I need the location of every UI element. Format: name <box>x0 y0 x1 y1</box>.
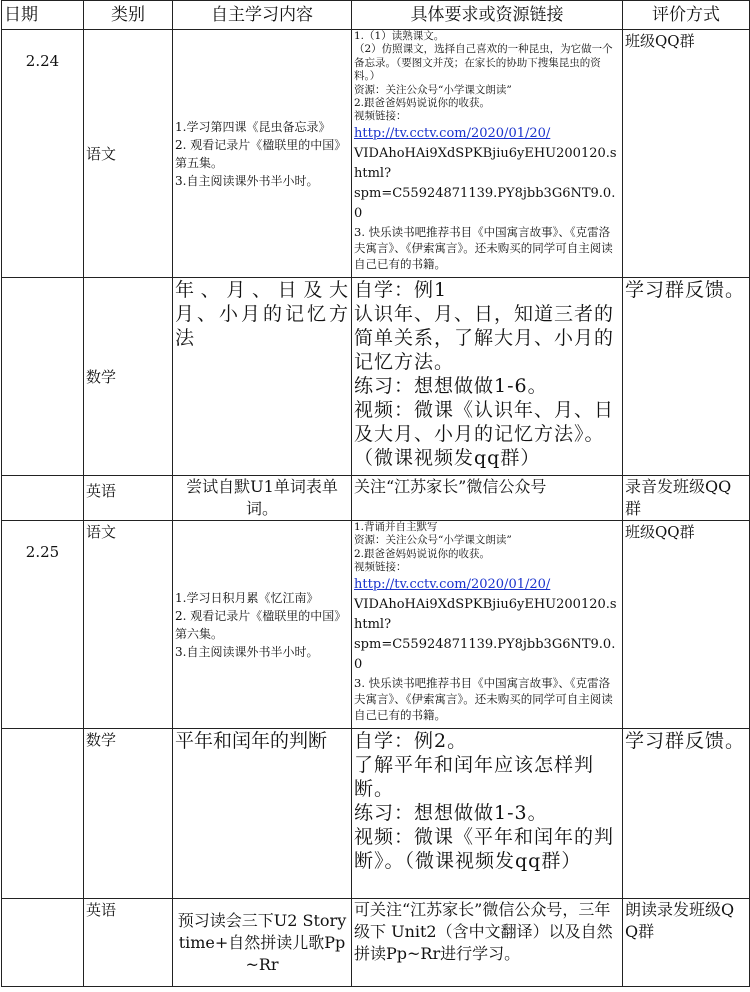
date-cell <box>2 899 84 987</box>
date-cell <box>2 729 84 899</box>
content-cell: 年、月、日及大月、小月的记忆方法 <box>173 278 352 476</box>
table-row <box>2 278 750 476</box>
requirements-cell: 关注“江苏家长”微信公众号 <box>352 476 623 521</box>
requirements-cell <box>352 521 623 729</box>
date-cell <box>2 476 84 521</box>
content-cell: 预习读会三下U2 Story time+自然拼读儿歌Pp~Rr <box>173 899 352 987</box>
requirement-line: 3. 快乐读书吧推荐书目《中国寓言故事》、《克雷洛夫寓言》、《伊索寓言》。还未购买的同学可自主阅读自己已有的书籍。 <box>354 224 613 271</box>
requirement-line: 自学：例2。 <box>354 730 468 752</box>
subject-cell: 英语 <box>84 476 173 521</box>
header-category: 类别 <box>84 1 173 30</box>
evaluation-cell: 朗读录发班级QQ群 <box>623 899 750 987</box>
table-row <box>2 729 750 899</box>
subject-cell: 语文 <box>84 30 173 278</box>
requirements-cell: 可关注“江苏家长”微信公众号，三年级下 Unit2（含中文翻译）以及自然拼读Pp~Rr进行学习。 <box>352 899 623 987</box>
header-evaluation: 评价方式 <box>623 1 750 30</box>
requirements-cell <box>352 729 623 899</box>
table-row <box>2 30 750 278</box>
content-line: 3.自主阅读课外书半小时。 <box>175 173 319 188</box>
schedule-table <box>1 0 750 987</box>
table-row <box>2 521 750 729</box>
date-cell: 2.24 <box>2 30 84 278</box>
content-cell <box>173 521 352 729</box>
content-line: 2. 观看记录片《楹联里的中国》第六集。 <box>175 608 347 641</box>
requirement-line: 练习：想想做做1-6。 <box>354 375 548 397</box>
requirement-line: 自学：例1 <box>354 279 448 301</box>
content-cell: 平年和闰年的判断 <box>173 729 352 899</box>
content-line: 3.自主阅读课外书半小时。 <box>175 644 319 659</box>
content-line: 2. 观看记录片《楹联里的中国》第五集。 <box>175 137 347 170</box>
requirement-line: 认识年、月、日，知道三者的简单关系，了解大月、小月的记忆方法。 <box>354 303 615 373</box>
header-date: 日期 <box>2 1 84 30</box>
requirement-line: 视频链接： <box>354 561 407 574</box>
table-row <box>2 899 750 987</box>
requirement-line: 1.（1）读熟课文。 <box>354 30 445 42</box>
header-requirements: 具体要求或资源链接 <box>352 1 623 30</box>
link-code: VIDAhoHAi9XdSPKBjiu6yEHU200120.shtml? <box>354 145 617 181</box>
header-row <box>2 1 750 30</box>
requirement-line: 3. 快乐读书吧推荐书目《中国寓言故事》、《克雷洛夫寓言》、《伊索寓言》。还未购买的同学可自主阅读自己已有的书籍。 <box>354 675 613 722</box>
requirement-line: 视频：微课《认识年、月、日及大月、小月的记忆方法》。（微课视频发qq群） <box>354 399 615 469</box>
content-cell <box>173 30 352 278</box>
evaluation-cell: 学习群反馈。 <box>623 278 750 476</box>
subject-cell: 语文 <box>84 521 173 729</box>
requirement-line: 资源：关注公众号“小学课文朗读” <box>354 534 512 547</box>
evaluation-cell: 学习群反馈。 <box>623 729 750 899</box>
link-code: VIDAhoHAi9XdSPKBjiu6yEHU200120.shtml? <box>354 596 617 632</box>
requirement-line: 视频链接： <box>354 110 407 123</box>
requirement-line: 1.背诵并自主默写 <box>354 521 438 533</box>
link-code: spm=C55924871139.PY8jbb3G6NT9.0.0 <box>354 185 616 221</box>
content-line: 1.学习日积月累《忆江南》 <box>175 590 319 605</box>
evaluation-cell: 班级QQ群 <box>623 521 750 729</box>
requirement-line: 资源：关注公众号“小学课文朗读” <box>354 83 512 96</box>
content-cell: 尝试自默U1单词表单词。 <box>173 476 352 521</box>
evaluation-cell: 班级QQ群 <box>623 30 750 278</box>
requirement-line: 视频：微课《平年和闰年的判断》。（微课视频发qq群） <box>354 826 615 872</box>
date-cell <box>2 278 84 476</box>
header-content: 自主学习内容 <box>173 1 352 30</box>
requirement-line: 2.跟爸爸妈妈说说你的收获。 <box>354 547 491 560</box>
subject-cell: 数学 <box>84 729 173 899</box>
requirement-line: 2.跟爸爸妈妈说说你的收获。 <box>354 97 491 110</box>
requirements-cell <box>352 278 623 476</box>
subject-cell: 数学 <box>84 278 173 476</box>
evaluation-cell: 录音发班级QQ群 <box>623 476 750 521</box>
requirements-cell <box>352 30 623 278</box>
date-cell: 2.25 <box>2 521 84 729</box>
requirement-line: 了解平年和闰年应该怎样判断。 <box>354 754 595 800</box>
requirement-line: （2）仿照课文，选择自己喜欢的一种昆虫，为它做一个备忘录。（要图文并茂；在家长的协助下搜集昆虫的资料。） <box>354 43 613 83</box>
video-link[interactable]: http://tv.cctv.com/2020/01/20/ <box>354 125 551 141</box>
link-code: spm=C55924871139.PY8jbb3G6NT9.0.0 <box>354 636 616 672</box>
video-link[interactable]: http://tv.cctv.com/2020/01/20/ <box>354 576 551 592</box>
content-line: 1.学习第四课《昆虫备忘录》 <box>175 119 331 134</box>
subject-cell: 英语 <box>84 899 173 987</box>
table-row <box>2 476 750 521</box>
requirement-line: 练习：想想做做1-3。 <box>354 802 548 824</box>
